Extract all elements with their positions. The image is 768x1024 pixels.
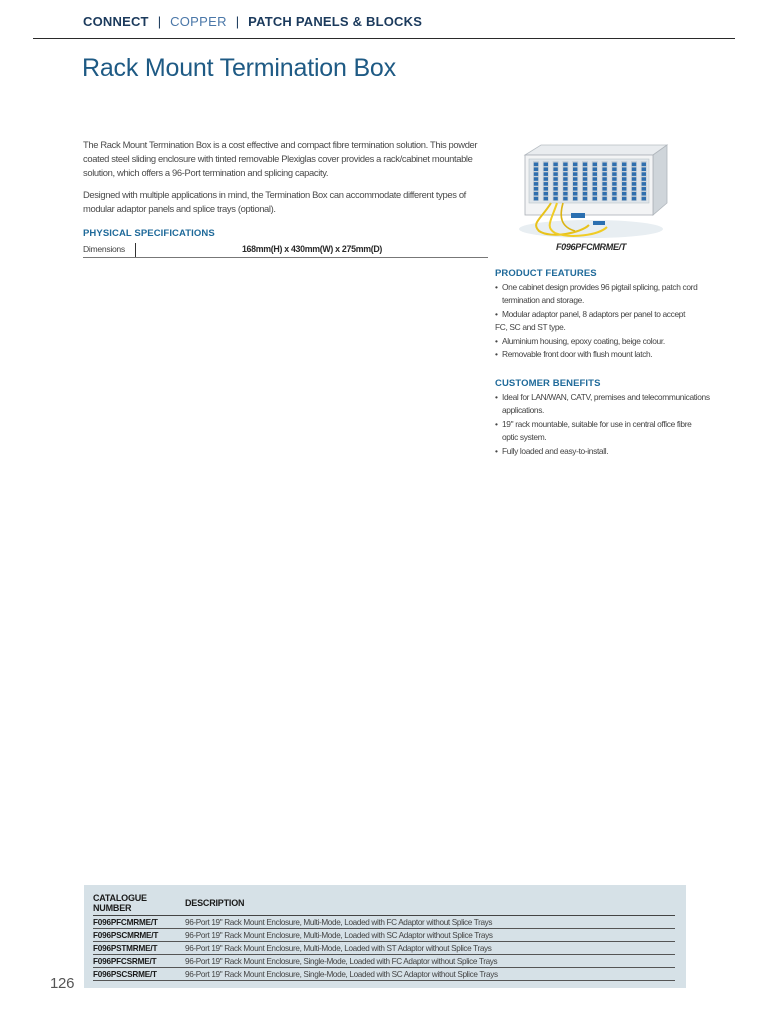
page-title: Rack Mount Termination Box: [82, 54, 396, 82]
table-header-row: [93, 893, 675, 916]
catalogue-description: 96-Port 19" Rack Mount Enclosure, Multi-Mode, Loaded with ST Adaptor without Splice Trays: [185, 942, 675, 955]
breadcrumb-separator: |: [235, 14, 240, 29]
customer-benefits-list: [495, 391, 710, 458]
spec-label: Dimensions: [83, 244, 125, 254]
table-row: [93, 942, 675, 955]
breadcrumb: [83, 14, 422, 32]
intro-text: [83, 138, 483, 224]
catalogue-description: 96-Port 19" Rack Mount Enclosure, Single-Mode, Loaded with FC Adaptor without Splice Trays: [185, 955, 675, 968]
intro-paragraph: Designed with multiple applications in mind, the Termination Box can accommodate different types of modular adaptor panels and splice trays (optional).: [83, 189, 466, 214]
catalogue-description: 96-Port 19" Rack Mount Enclosure, Multi-Mode, Loaded with FC Adaptor without Splice Trays: [185, 916, 675, 929]
header-divider: [33, 38, 735, 39]
physical-specs-heading: PHYSICAL SPECIFICATIONS: [83, 228, 215, 239]
catalogue-description: 96-Port 19" Rack Mount Enclosure, Multi-Mode, Loaded with SC Adaptor without Splice Trays: [185, 929, 675, 942]
table-row: [93, 929, 675, 942]
product-image: [511, 141, 671, 241]
list-item: • Fully loaded and easy-to-install.: [495, 445, 710, 458]
catalogue-table: [93, 893, 675, 981]
table-row: [93, 955, 675, 968]
list-item: • 19" rack mountable, suitable for use in central office fibre: [495, 418, 710, 431]
breadcrumb-connect: CONNECT: [83, 14, 149, 29]
catalogue-code: F096PFCMRME/T: [93, 916, 185, 929]
catalogue-code: F096PSCSRME/T: [93, 968, 185, 981]
breadcrumb-separator: |: [157, 14, 162, 29]
catalogue-code: F096PSCMRME/T: [93, 929, 185, 942]
catalogue-code: F096PSTMRME/T: [93, 942, 185, 955]
product-features-list: [495, 281, 710, 361]
list-item: FC, SC and ST type.: [495, 322, 566, 333]
spec-value: 168mm(H) x 430mm(W) x 275mm(D): [241, 244, 383, 254]
spec-row: [83, 243, 488, 258]
customer-benefits-heading: CUSTOMER BENEFITS: [495, 378, 601, 389]
column-header-description: DESCRIPTION: [185, 893, 675, 916]
catalogue-table-panel: [84, 885, 686, 988]
catalogue-code: F096PFCSRME/T: [93, 955, 185, 968]
table-row: [93, 916, 675, 929]
list-item: • Removable front door with flush mount latch.: [495, 348, 710, 361]
list-item: • Ideal for LAN/WAN, CATV, premises and telecommunications: [495, 391, 710, 404]
table-row: [93, 968, 675, 981]
column-header-catalogue-number: CATALOGUE NUMBER: [93, 893, 185, 916]
list-item: • Aluminium housing, epoxy coating, beige colour.: [495, 335, 710, 348]
list-item: • Modular adaptor panel, 8 adaptors per panel to accept: [495, 308, 710, 321]
page-number: 126: [50, 975, 75, 992]
list-item: optic system.: [502, 432, 547, 443]
list-item: applications.: [502, 405, 545, 416]
breadcrumb-copper: COPPER: [170, 14, 227, 29]
breadcrumb-patch-panels: PATCH PANELS & BLOCKS: [248, 14, 423, 29]
image-caption: F096PFCMRME/T: [555, 242, 627, 252]
intro-paragraph: The Rack Mount Termination Box is a cost effective and compact fibre termination solution. This powder coated steel sliding enclosure with tinted removable Plexiglas cover provides a rack/cabinet mountable solution, which offers a 96-Port termination and splicing capacity.: [83, 139, 478, 178]
catalogue-description: 96-Port 19" Rack Mount Enclosure, Single-Mode, Loaded with SC Adaptor without Splice Trays: [185, 968, 675, 981]
list-item: • One cabinet design provides 96 pigtail splicing, patch cord: [495, 281, 710, 294]
list-item: termination and storage.: [502, 295, 584, 306]
product-features-heading: PRODUCT FEATURES: [495, 268, 597, 279]
